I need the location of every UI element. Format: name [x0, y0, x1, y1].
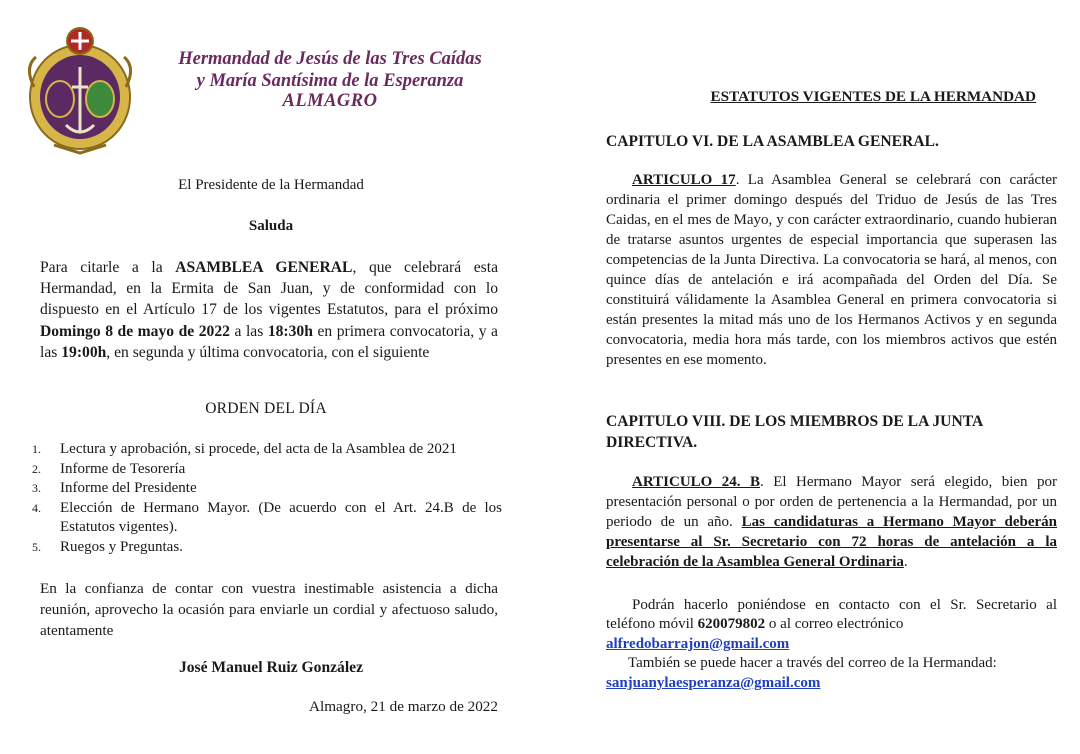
statutes-title: ESTATUTOS VIGENTES DE LA HERMANDAD [710, 88, 1036, 105]
list-item: 2. Informe de Tesorería [32, 460, 186, 477]
article-17-paragraph: ARTICULO 17. La Asamblea General se celebrará con carácter ordinaria el primer domingo después del Triduo de Jesús de las Tres Caidas, en el mes de Mayo, y con carácter extraordinario, cuando hubieran de tratarse asuntos urgentes de especial importancia que superasen las competencias de la Junta Directiva. La convocatoria se hará, al menos, con quince días de antelación e irá acompañada del Orden del Día. Se constituirá válidamente la Asamblea General en primera convocatoria si están presentes la mitad más uno de los Hermanos Activos y en segunda convocatoria, media hora más tarde, con los miembros activos que estén presentes en ese momento. [606, 172, 1057, 368]
brotherhood-town: ALMAGRO [282, 91, 378, 111]
convocation-paragraph: Para citarle a la ASAMBLEA GENERAL, que celebrará esta Hermandad, en la Ermita de San Juan, y de conformidad con lo dispuesto en el Artículo 17 de los vigentes Estatutos, para el próximo Domingo 8 de mayo de 2022 a las 18:30h en primera convocatoria, y a las 19:00h, en segunda y última convocatoria, con el siguiente [40, 259, 499, 361]
article-17-label: ARTICULO 17 [632, 172, 736, 188]
list-item: 4. Elección de Hermano Mayor. (De acuerdo con el Art. 24.B de los Estatutos vigentes). [32, 499, 502, 536]
greeting-heading: Saluda [248, 218, 294, 234]
brotherhood-crest-icon [24, 27, 136, 155]
brotherhood-name-line2: y María Santísima de la Esperanza [196, 71, 464, 91]
chapter-8-heading: CAPITULO VIII. DE LOS MIEMBROS DE LA JUNTA DIRECTIVA. [606, 413, 983, 451]
list-item: 1. Lectura y aprobación, si procede, del acta de la Asamblea de 2021 [32, 441, 457, 457]
agenda-title: ORDEN DEL DÍA [205, 400, 327, 417]
signer-name: José Manuel Ruiz González [178, 659, 364, 676]
contact-paragraph: Podrán hacerlo poniéndose en contacto con el Sr. Secretario al teléfono móvil 620079802 o al correo electrónico alfredobarrajon@gmail.com También se puede hacer a través del correo de la Hermandad: sanjuanylaesperanza@gmail.com [606, 597, 1057, 691]
article-24b-paragraph: ARTICULO 24. B. El Hermano Mayor será elegido, bien por presentación personal o por orden de pertenencia a la Hermandad, por un periodo de un año. Las candidaturas a Hermano Mayor deberán presentarse al Sr. Secretario con 72 horas de antelación a la celebración de la Asamblea General Ordinaria. [606, 474, 1057, 570]
contact-line: También se puede hacer a través del correo de la Hermandad: [628, 655, 997, 672]
agenda-list [32, 440, 502, 558]
list-item: 3. Informe del Presidente [32, 480, 197, 497]
president-line: El Presidente de la Hermandad [178, 177, 364, 193]
place-date: Almagro, 21 de marzo de 2022 [309, 698, 498, 715]
closing-paragraph: En la confianza de contar con vuestra inestimable asistencia a dicha reunión, aprovecho la ocasión para enviarle un cordial y afectuoso saludo, atentamente [40, 580, 498, 639]
brotherhood-email-link[interactable]: sanjuanylaesperanza@gmail.com [606, 674, 821, 691]
secretary-email-link[interactable]: alfredobarrajon@gmail.com [606, 635, 790, 652]
article-24b-label: ARTICULO 24. B [632, 474, 760, 490]
phone-number: 620079802 [697, 616, 766, 633]
chapter-6-heading: CAPITULO VI. DE LA ASAMBLEA GENERAL. [606, 133, 939, 150]
list-item: 5. Ruegos y Preguntas. [32, 538, 183, 555]
brotherhood-name-line1: Hermandad de Jesús de las Tres Caídas [178, 49, 482, 69]
